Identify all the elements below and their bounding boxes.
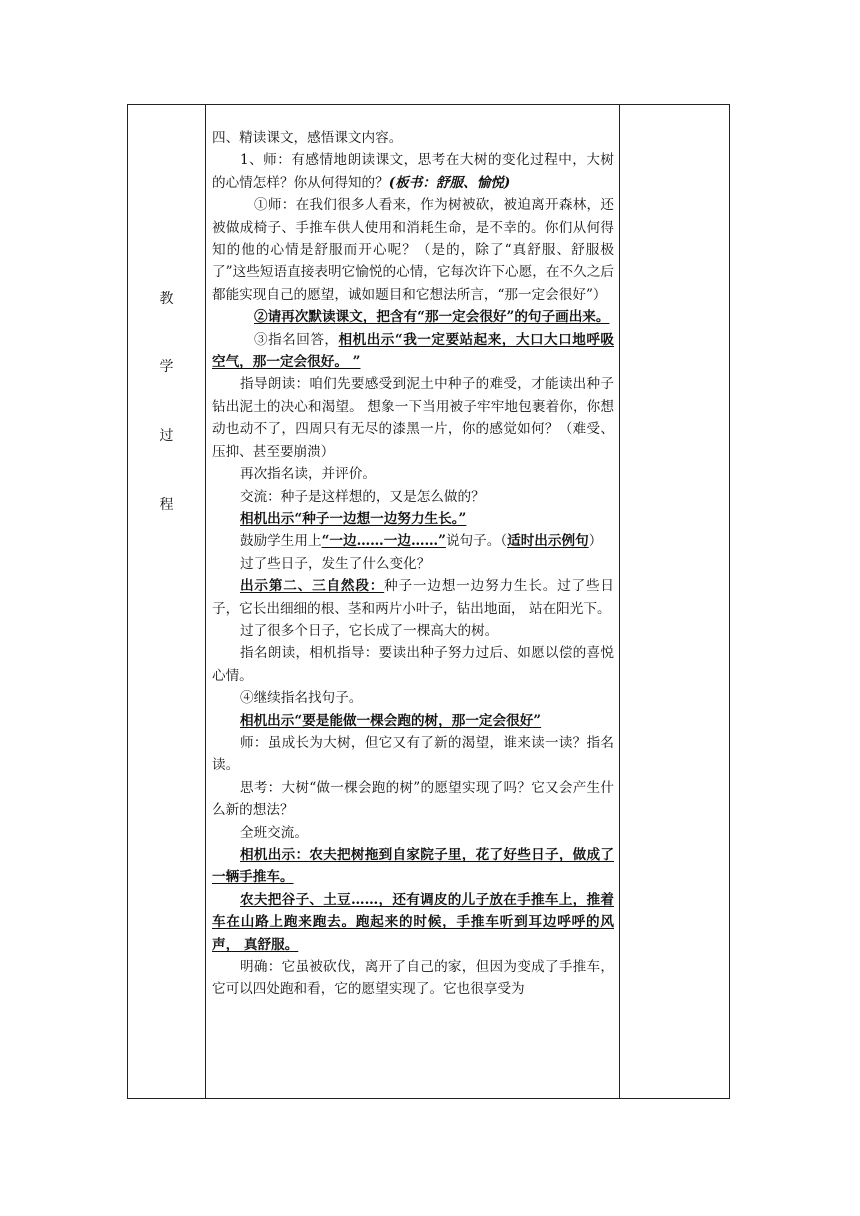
content-paragraph xyxy=(212,463,614,485)
content-paragraph xyxy=(212,149,614,194)
emphasized-text: 适时出示例句 xyxy=(507,533,589,550)
content-paragraph xyxy=(212,822,614,844)
content-paragraph xyxy=(212,575,614,620)
content-paragraph xyxy=(212,508,614,530)
content-paragraph xyxy=(212,620,614,642)
emphasized-text: 相机出示“种子一边想一边努力生长。” xyxy=(240,510,467,527)
content-paragraph xyxy=(212,642,614,687)
content-paragraph xyxy=(212,127,614,149)
lesson-plan-table xyxy=(127,104,730,1099)
text-run: ④继续指名找句子。 xyxy=(240,690,363,707)
side-label-char-2: 学 xyxy=(159,359,174,375)
text-run: 鼓励学生用上 xyxy=(240,533,322,550)
content-paragraph xyxy=(212,194,614,306)
content-paragraph xyxy=(212,306,614,328)
text-run: 全班交流。 xyxy=(240,824,308,841)
text-run: 交流：种子是这样想的，又是怎么做的？ xyxy=(240,488,485,505)
content-paragraph xyxy=(212,373,614,463)
content-paragraph xyxy=(212,844,614,889)
side-label-char-4: 程 xyxy=(159,497,174,513)
text-run: ③指名回答， xyxy=(254,331,339,348)
text-run: 师：虽成长为大树，但它又有了新的渴望，谁来读一读？指名读。 xyxy=(212,734,614,774)
text-run: ） xyxy=(588,533,603,550)
content-paragraph xyxy=(212,732,614,777)
teaching-process-content xyxy=(212,127,614,1001)
content-paragraph xyxy=(212,710,614,732)
content-paragraph xyxy=(212,553,614,575)
text-run: 说句子。（ xyxy=(445,533,508,550)
side-label-char-3: 过 xyxy=(159,428,174,444)
emphasized-text: 相机出示：农夫把树拖到自家院子里，花了好些日子，做成了一辆手推车。 xyxy=(212,847,614,886)
content-paragraph xyxy=(212,956,614,1001)
text-run: 四、精读课文，感悟课文内容。 xyxy=(212,130,403,146)
content-paragraph xyxy=(212,889,614,956)
emphasized-text: 出示第二、三自然段： xyxy=(240,578,385,595)
emphasized-text: 农夫把谷子、土豆……，还有调皮的儿子放在手推车上，推着车在山路上跑来跑去。跑起来的时候，手推车听到耳边呼呼的风声， 真舒服。 xyxy=(212,891,614,953)
column-divider-left xyxy=(205,105,206,1098)
text-run: 思考：大树“做一棵会跑的树”的愿望实现了吗？它又会产生什么新的想法？ xyxy=(212,779,614,819)
column-divider-right xyxy=(619,105,620,1098)
emphasized-text: “一边……一边……” xyxy=(321,533,446,550)
emphasized-text: 相机出示“要是能做一棵会跑的树，那一定会很好” xyxy=(240,712,542,729)
text-run: 过了很多个日子，它长成了一棵高大的树。 xyxy=(240,622,499,639)
emphasized-text: 相机出示“我一定要站起来，大口大口地呼吸空气，那一定会很好。 ” xyxy=(212,331,614,371)
text-run: 明确：它虽被砍伐，离开了自己的家，但因为变成了手推车，它可以四处跑和看，它的愿望实现了。它也很享受为 xyxy=(212,959,614,998)
text-run: 1、师：有感情地朗读课文，思考在大树的变化过程中，大树的心情怎样？你从何得知的？ xyxy=(212,152,614,191)
text-run: ①师：在我们很多人看来，作为树被砍，被迫离开森林，还被做成椅子、手推车供人使用和消耗生命，是不幸的。你们从何得知的他的心情是舒服而开心呢？（是的，除了“真舒服、舒服极了”这些短语直接表明它愉悦的心情，它每次许下心愿，在不久之后都能实现自己的愿望，诚如题目和它想法所言，“那一定会很好”） xyxy=(212,197,614,303)
side-label-char-1: 教 xyxy=(159,291,174,307)
emphasized-text: ②请再次默读课文，把含有“那一定会很好”的句子画出来。 xyxy=(254,309,610,326)
text-run: 指导朗读：咱们先要感受到泥土中种子的难受，才能读出种子钻出泥土的决心和渴望。 想象一下当用被子牢牢地包裹着你，你想动也动不了，四周只有无尽的漆黑一片，你的感觉如何？（难受、压抑、甚至要崩溃） xyxy=(212,376,614,460)
text-run: 再次指名读，并评价。 xyxy=(240,466,376,483)
text-run: 种子一边想一边努力生长。过了些日子，它长出细细的根、茎和两片小叶子，钻出地面， 站在阳光下。 xyxy=(212,578,615,617)
emphasized-text: (板书：舒服、愉悦) xyxy=(388,174,511,191)
content-paragraph xyxy=(212,530,614,552)
content-paragraph xyxy=(212,777,614,822)
text-run: 指名朗读，相机指导：要读出种子努力过后、如愿以偿的喜悦心情。 xyxy=(212,645,614,684)
content-paragraph xyxy=(212,329,614,374)
content-paragraph xyxy=(212,486,614,508)
text-run: 过了些日子，发生了什么变化？ xyxy=(240,555,431,572)
content-paragraph xyxy=(212,687,614,709)
